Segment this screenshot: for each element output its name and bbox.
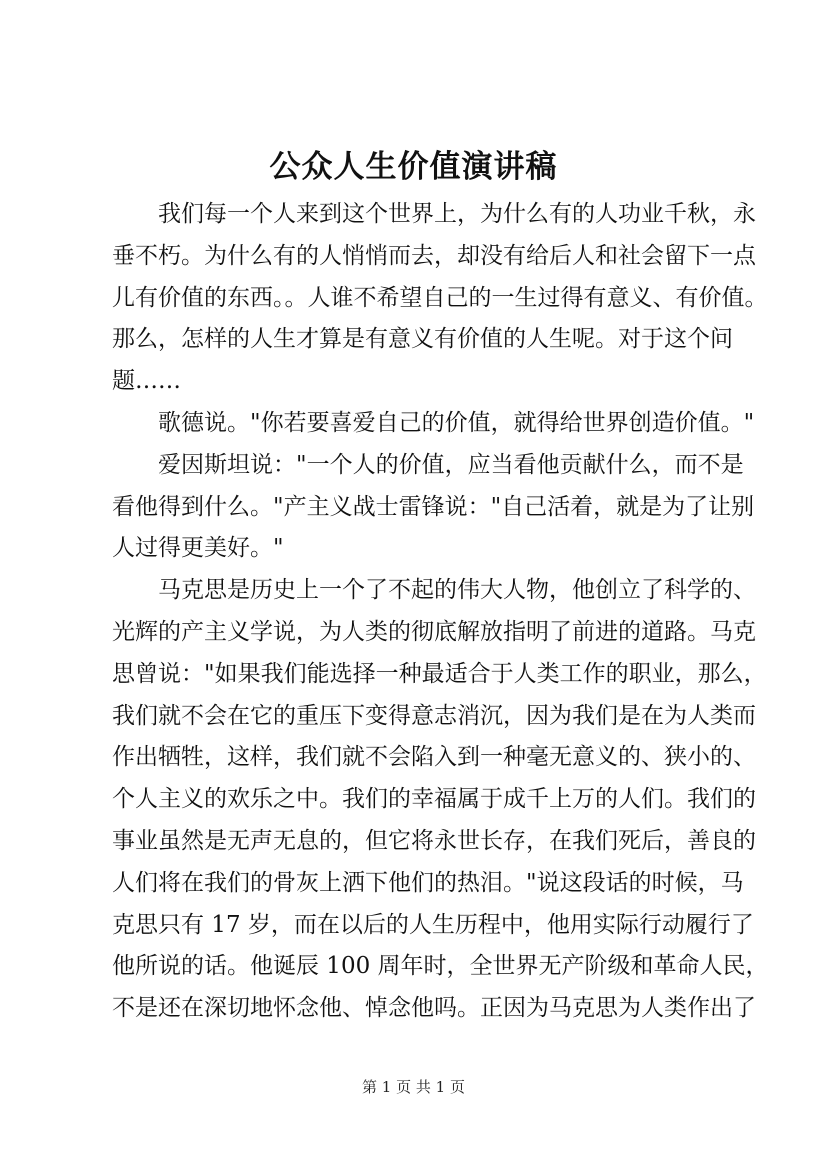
paragraph-line: 看他得到什么。"产主义战士雷锋说："自己活着，就是为了让别: [112, 493, 755, 520]
paragraph-line: 人们将在我们的骨灰上洒下他们的热泪。"说这段话的时候，马: [112, 869, 744, 896]
paragraph-line: 克思只有 17 岁，而在以后的人生历程中，他用实际行动履行了: [112, 911, 754, 938]
paragraph-line: 事业虽然是无声无息的，但它将永世长存，在我们死后，善良的: [112, 827, 756, 854]
paragraph-line: 不是还在深切地怀念他、悼念他吗。正因为马克思为人类作出了: [112, 995, 756, 1022]
paragraph-line: 作出牺牲，这样，我们就不会陷入到一种毫无意义的、狭小的、: [112, 744, 756, 771]
paragraph-line: 爱因斯坦说："一个人的价值，应当看他贡献什么，而不是: [158, 451, 744, 478]
paragraph-line: 那么，怎样的人生才算是有意义有价值的人生呢。对于这个问: [112, 326, 733, 353]
paragraph-line: 题……: [112, 368, 181, 395]
paragraph-line: 个人主义的欢乐之中。我们的幸福属于成千上万的人们。我们的: [112, 786, 756, 813]
paragraph-line: 马克思是历史上一个了不起的伟大人物，他创立了科学的、: [158, 577, 756, 604]
paragraph-line: 我们就不会在它的重压下变得意志消沉，因为我们是在为人类而: [112, 702, 756, 729]
paragraph-line: 歌德说。"你若要喜爱自己的价值，就得给世界创造价值。": [158, 409, 755, 436]
paragraph-line: 我们每一个人来到这个世界上，为什么有的人功业千秋，永: [158, 201, 756, 227]
paragraph-line: 儿有价值的东西。。人谁不希望自己的一生过得有意义、有价值。: [112, 284, 768, 311]
document-body: [112, 194, 769, 1030]
paragraph-line: 人过得更美好。": [112, 535, 284, 562]
page-footer: 第 1 页 共 1 页: [362, 1078, 465, 1096]
paragraph-line: 垂不朽。为什么有的人悄悄而去，却没有给后人和社会留下一点: [112, 242, 756, 269]
document-title: 公众人生价值演讲稿: [269, 149, 558, 185]
paragraph-line: 他所说的话。他诞辰 100 周年时，全世界无产阶级和革命人民，: [112, 953, 769, 980]
paragraph-line: 思曾说："如果我们能选择一种最适合于人类工作的职业，那么，: [112, 660, 767, 687]
paragraph-line: 光辉的产主义学说，为人类的彻底解放指明了前进的道路。马克: [112, 618, 756, 645]
